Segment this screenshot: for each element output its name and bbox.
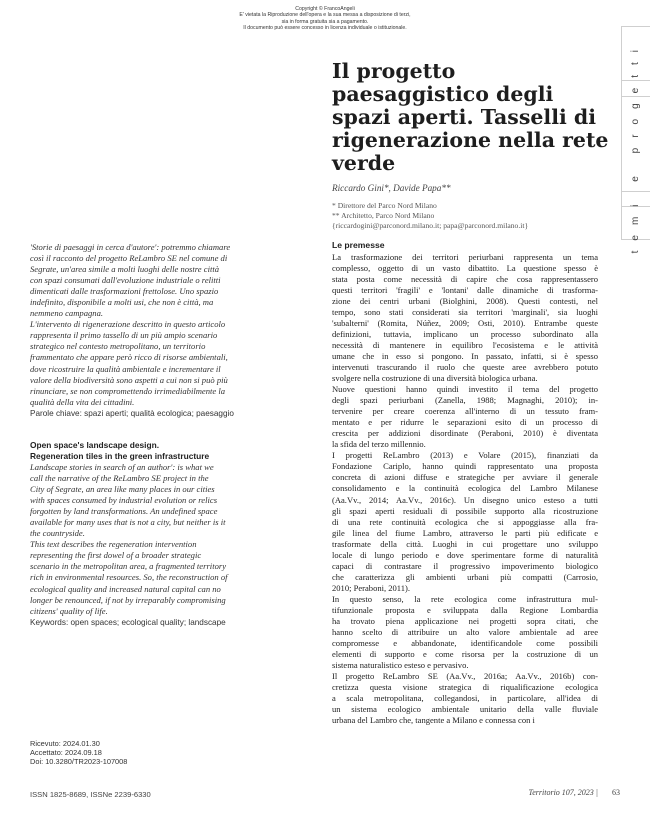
article-title: Il progetto paesaggistico degli spazi aperti. Tasselli di rigenerazione nella rete verde (332, 59, 609, 175)
received-date: Ricevuto: 2024.01.30 (30, 739, 100, 748)
abstract-line: nemmeno campagna. (30, 308, 104, 319)
body-line: che caratterizza gli ambienti urbani più compatti (Carrosio, (332, 571, 598, 582)
affiliation-line: ** Architetto, Parco Nord Milano (332, 211, 435, 220)
english-title-line: Open space's landscape design. (30, 440, 160, 450)
page-number: 63 (612, 788, 620, 797)
abstract-english-body (30, 462, 320, 617)
body-line: Il progetto ReLambro SE (Aa.Vv., 2016a; Aa.Vv., 2016b) con- (332, 671, 598, 682)
journal-issue: Territorio 107, 2023 | (528, 788, 598, 797)
abstract-line: rinunciare, se non compromettendo irrimediabilmente la (30, 385, 226, 396)
body-line: 'subalterni' (Romita, Núñez, 2009; Osti, 2010). Entrambe queste (332, 317, 598, 328)
body-line: tempo, sono stati considerati sia territori 'marginali', sia luoghi (332, 306, 598, 317)
author-affiliations (332, 201, 592, 231)
keywords-italian: Parole chiave: spazi aperti; qualità ecologica; paesaggio (30, 408, 234, 418)
keywords-english: Keywords: open spaces; ecological quality; landscape (30, 617, 226, 627)
abstract-line: with spaces consumed by industrial evolution or relics (30, 495, 218, 506)
abstract-line: City of Segrate, an area like many places in our cities (30, 484, 215, 495)
accepted-date: Accettato: 2024.09.18 (30, 748, 102, 757)
body-line: I progetti ReLambro (2013) e Volare (2015), finanziati da (332, 450, 598, 461)
body-line: cretizza questa visione strategica di riqualificazione ecologica (332, 682, 598, 693)
body-line: complesso, oggetto di un vasto dibattito. La questione spesso è (332, 262, 598, 273)
body-text (332, 252, 598, 727)
abstract-line: available for many uses that is not a city, but neither is it (30, 517, 226, 528)
submission-dates (30, 739, 127, 766)
body-line: tifunzionale proposta e sviluppata dalla Regione Lombardia (332, 605, 598, 615)
affiliation-emails: {riccardogini@parconord.milano.it; papa@parconord.milano.it} (332, 221, 529, 230)
article-authors: Riccardo Gini*, Davide Papa** (332, 183, 451, 193)
footer-issn: ISSN 1825-8689, ISSNe 2239-6330 (30, 790, 151, 799)
abstract-english-title (30, 440, 320, 462)
abstract-line: ecological quality and increased natural capital can no (30, 583, 221, 594)
body-line: trasformate della città. Luoghi in cui progettare uno sviluppo (332, 538, 598, 549)
abstract-line: rich in environmental resources. So, the reconstruction of (30, 572, 228, 583)
body-line: consolidamento e la continuità ecologica del Lambro Milanese (332, 483, 598, 494)
affiliation-line: * Direttore del Parco Nord Milano (332, 201, 437, 210)
abstract-line: scenario in the metropolitan area, a fragmented territory (30, 561, 227, 572)
body-line: concreta di azioni diffuse e strategiche per avviare il generale (332, 472, 598, 483)
body-line: gile linea del fiume Lambro, attraverso le parti più edificate e (332, 527, 598, 538)
copyright-line: E' vietata la Riproduzione dell'opera e la sua messa a disposizione di terzi, (239, 12, 411, 19)
abstract-line: L'intervento di rigenerazione descritto in questo articolo (30, 319, 226, 330)
body-line: In questo senso, la rete ecologica come infrastruttura mul- (332, 593, 598, 604)
abstract-line: strategico nel contesto metropolitano, un territorio (30, 341, 206, 352)
abstract-line: qualità della vita dei cittadini. (30, 396, 135, 407)
body-line: 2010; Peraboni, 2011). (332, 582, 411, 593)
abstract-line: dove ricostruire la qualità ambientale e incrementare il (30, 363, 221, 374)
abstract-line: forgotten by land transformations. An undefined space (30, 506, 218, 517)
abstract-line: longer be renounced, if not by irreparably compromising (30, 594, 226, 605)
body-line: degli spazi periurbani (Zanella, 1988; Magnaghi, 2010); in- (332, 395, 598, 406)
abstract-line: Segrate, un'area simile a molti luoghi delle nostre città (30, 264, 220, 275)
body-line: gli spazi aperti residuali di possibile supporto alla ricostruzione (332, 505, 598, 516)
body-line: ha trovato piena applicazione nei progetti sopra citati, che (332, 616, 598, 627)
copyright-line: Copyright © FrancoAngeli (295, 6, 355, 12)
body-line: (Aa.Vv., 2014; Aa.Vv., 2016c). Un disegno unico esteso a tutti (332, 494, 598, 505)
abstract-line: call the narrative of the ReLambro SE project in the (30, 473, 209, 484)
body-line: urbana del Lambro che, tangente a Milano e connessa con i (332, 715, 535, 726)
body-line: stata posta come necessità di capire che cosa rappresentassero (332, 273, 598, 284)
body-line: locale di lungo periodo e dove sperimentare forme di naturalità (332, 549, 598, 560)
body-line: capaci di contrastare il progressivo impoverimento biologico (332, 560, 598, 571)
section-side-label (621, 26, 650, 254)
abstract-line: representing the first dowel of a broader strategic (30, 550, 202, 561)
body-line: definizioni, tuttavia, implicano un processo subordinato alla (332, 328, 598, 339)
abstract-line: citizens' quality of life. (30, 605, 108, 616)
body-line: necessità di mantenere in equilibro l'ecosistema e le attività (332, 339, 598, 350)
body-line: a scala metropolitana, collegandosi, in particolare, all'idea di (332, 693, 598, 704)
body-line: crescita per addizioni disordinate (Peraboni, 2010) è diventata (332, 428, 598, 439)
body-line: tervenire per creare coerenza all'interno di un tessuto fram- (332, 406, 598, 417)
body-line: elementi di supporto e come risorsa per la costruzione di un (332, 649, 598, 660)
copyright-line: sia in forma gratuita sia a pagamento. (281, 18, 369, 25)
body-line: di una rete continuità ecologica che si appoggiasse alla fra- (332, 516, 598, 527)
copyright-notice (190, 6, 460, 32)
abstract-line: frammentato che appare però ricco di risorse ambientali, (30, 352, 228, 363)
abstract-english (30, 440, 320, 628)
body-line: Fondazione Cariplo, hanno quindi rappresentato una proposta (332, 461, 598, 472)
abstract-line: the countryside. (30, 528, 85, 539)
abstract-line: valore della biodiversità sono aspetti a cui non si può più (30, 374, 228, 385)
abstract-line: rappresenta il primo tassello di un più ampio scenario (30, 330, 218, 341)
english-title-line: Regeneration tiles in the green infrastructure (30, 451, 210, 461)
body-line: intervenuti trascurando il ruolo che queste aree avrebbero potuto (332, 361, 598, 372)
abstract-italian (30, 242, 318, 419)
abstract-line: Landscape stories in search of an author': is what we (30, 462, 214, 472)
abstract-line: dimenticati dalle trasformazioni frettolose. Uno spazio (30, 286, 219, 297)
abstract-line: con spazi consumati dall'evoluzione industriale o relitti (30, 275, 221, 286)
body-line: hanno scelto di attribuire un alto valore ambientale ad aree (332, 627, 598, 638)
side-label-text: temi e progetti (630, 40, 641, 254)
section-heading: Le premesse (332, 240, 385, 250)
body-line: La trasformazione dei territori periurbani rappresenta un tema (332, 251, 598, 262)
body-line: umane che in esso si pongono. In passato, infatti, si è spesso (332, 350, 598, 361)
body-line: compromesse e abbandonate, identificandole come possibili (332, 638, 598, 649)
body-line: zione dei centri urbani (Biolghini, 2008). Questi contesti, nel (332, 295, 598, 306)
abstract-line: 'Storie di paesaggi in cerca d'autore': potremmo chiamare (30, 242, 231, 252)
abstract-line: indefinito, disponibile a molti usi, che non è città, ma (30, 297, 214, 308)
abstract-line: This text describes the regeneration intervention (30, 539, 197, 550)
copyright-line: Il documento può essere concesso in licenza individuale o istituzionale. (243, 25, 407, 32)
body-line: un sistema ecologico ambientale unitario della valle fluviale (332, 704, 598, 715)
doi[interactable]: Doi: 10.3280/TR2023-107008 (30, 757, 128, 766)
body-line: sistema naturalistico esteso e pervasivo. (332, 660, 469, 671)
body-line: la sfida del terzo millennio. (332, 439, 426, 450)
body-line: svolgere nella costruzione di una diversità biologica urbana. (332, 373, 538, 384)
body-line: Nuove questioni hanno quindi investito il tema del progetto (332, 384, 598, 395)
body-line: questi territori 'fragili' e 'lontani' dalle dinamiche di trasforma- (332, 284, 598, 295)
abstract-line: così il racconto del progetto ReLambro SE nel comune di (30, 253, 228, 264)
footer-journal (529, 788, 620, 797)
body-line: mentato e per ridurre le separazioni esito di un processo di (332, 417, 598, 428)
